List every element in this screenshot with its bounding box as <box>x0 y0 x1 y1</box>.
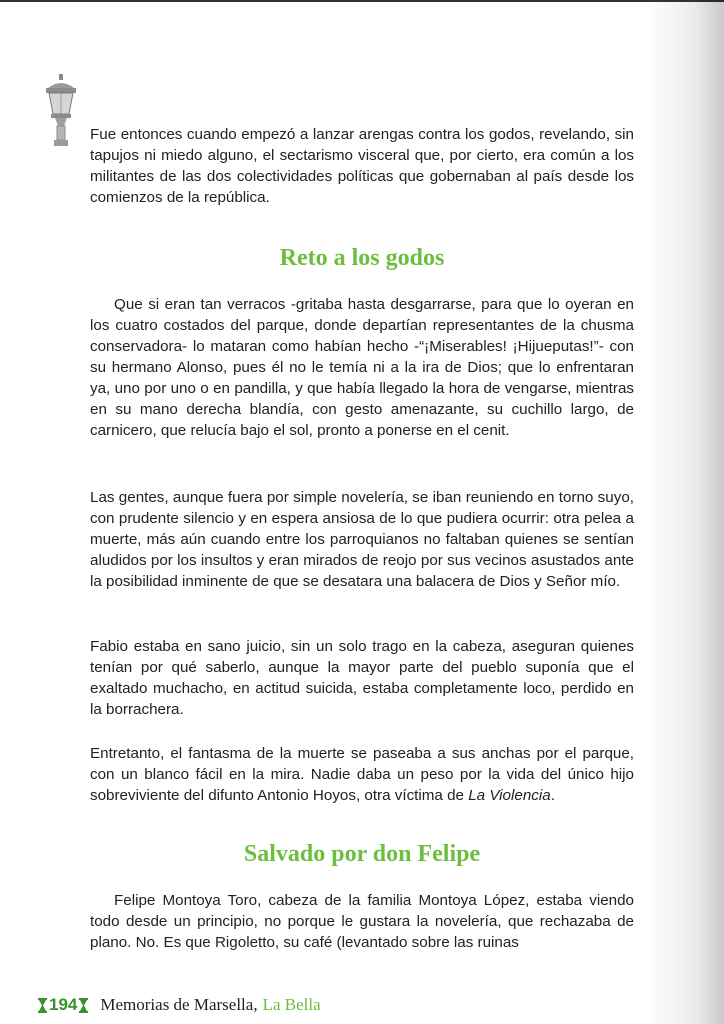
paragraph-1: Fue entonces cuando empezó a lanzar arengas contra los godos, revelando, sin tapujos ni miedo alguno, el sectarismo visceral que, por cierto, era común a los militantes de las dos colectividades políticas que gobernaban al país desde los comienzos de la república. <box>90 126 634 206</box>
paragraph-5-text: Entretanto, el fantasma de la muerte se paseaba a sus anchas por el parque, con un blanco fácil en la mira. Nadie daba un peso por la vida del único hijo sobreviviente del difunto Antonio Hoyos, otra víctima de <box>90 745 634 804</box>
page-folio <box>38 995 88 1015</box>
section-heading-reto: Reto a los godos <box>279 245 445 271</box>
top-border <box>0 0 724 2</box>
paragraph-5-end: . <box>550 787 555 804</box>
section-heading-salvado: Salvado por don Felipe <box>243 841 481 867</box>
hourglass-bracket-icon <box>38 998 47 1013</box>
street-lamp-icon <box>42 74 80 150</box>
page-number: 194 <box>49 995 78 1014</box>
page-edge-shadow <box>644 0 724 1024</box>
hourglass-bracket-icon <box>79 998 88 1013</box>
paragraph-6: Felipe Montoya Toro, cabeza de la familia Montoya López, estaba viendo todo desde un principio, no porque le gustara la novelería, que rechazaba de plano. No. Es que Rigoletto, su café (levantado sobre las ruinas <box>90 892 634 951</box>
paragraph-5 <box>90 743 634 806</box>
book-subtitle: La Bella <box>262 995 321 1014</box>
paragraph-5-italic: La Violencia <box>468 787 551 804</box>
paragraph-4: Fabio estaba en sano juicio, sin un solo trago en la cabeza, aseguran quienes tenían por qué saberlo, aunque la mayor parte del pueblo suponía que el exaltado muchacho, en actitud suicida, estaba completamente loco, perdido en la borrachera. <box>90 638 634 718</box>
paragraph-2: Que si eran tan verracos -gritaba hasta desgarrarse, para que lo oyeran en los cuatro costados del parque, donde departían representantes de la chusma conservadora- lo mataran como habían hecho -“¡Miserables! ¡Hijueputas!”- con su hermano Alonso, pues él no le temía ni a la ira de Dios; que lo enfrentaran ya, uno por uno o en pandilla, y que había llegado la hora de vengarse, mientras en su mano derecha blandía, con gesto amenazante, su cuchillo largo, de carnicero, que relucía bajo el sol, pronto a ponerse en el cenit. <box>90 296 634 439</box>
page-footer <box>38 992 321 1018</box>
paragraph-3: Las gentes, aunque fuera por simple novelería, se iban reuniendo en torno suyo, con prudente silencio y en espera ansiosa de lo que pudiera ocurrir: otra pelea a muerte, más aún cuando entre los parroquianos no faltaban quienes se sentían aludidos por los insultos y eran mirados de reojo por sus vecinos asustados ante la posibilidad inminente de que se desatara una balacera de Dios y Señor mío. <box>90 489 634 590</box>
book-title: Memorias de Marsella, <box>100 995 258 1014</box>
